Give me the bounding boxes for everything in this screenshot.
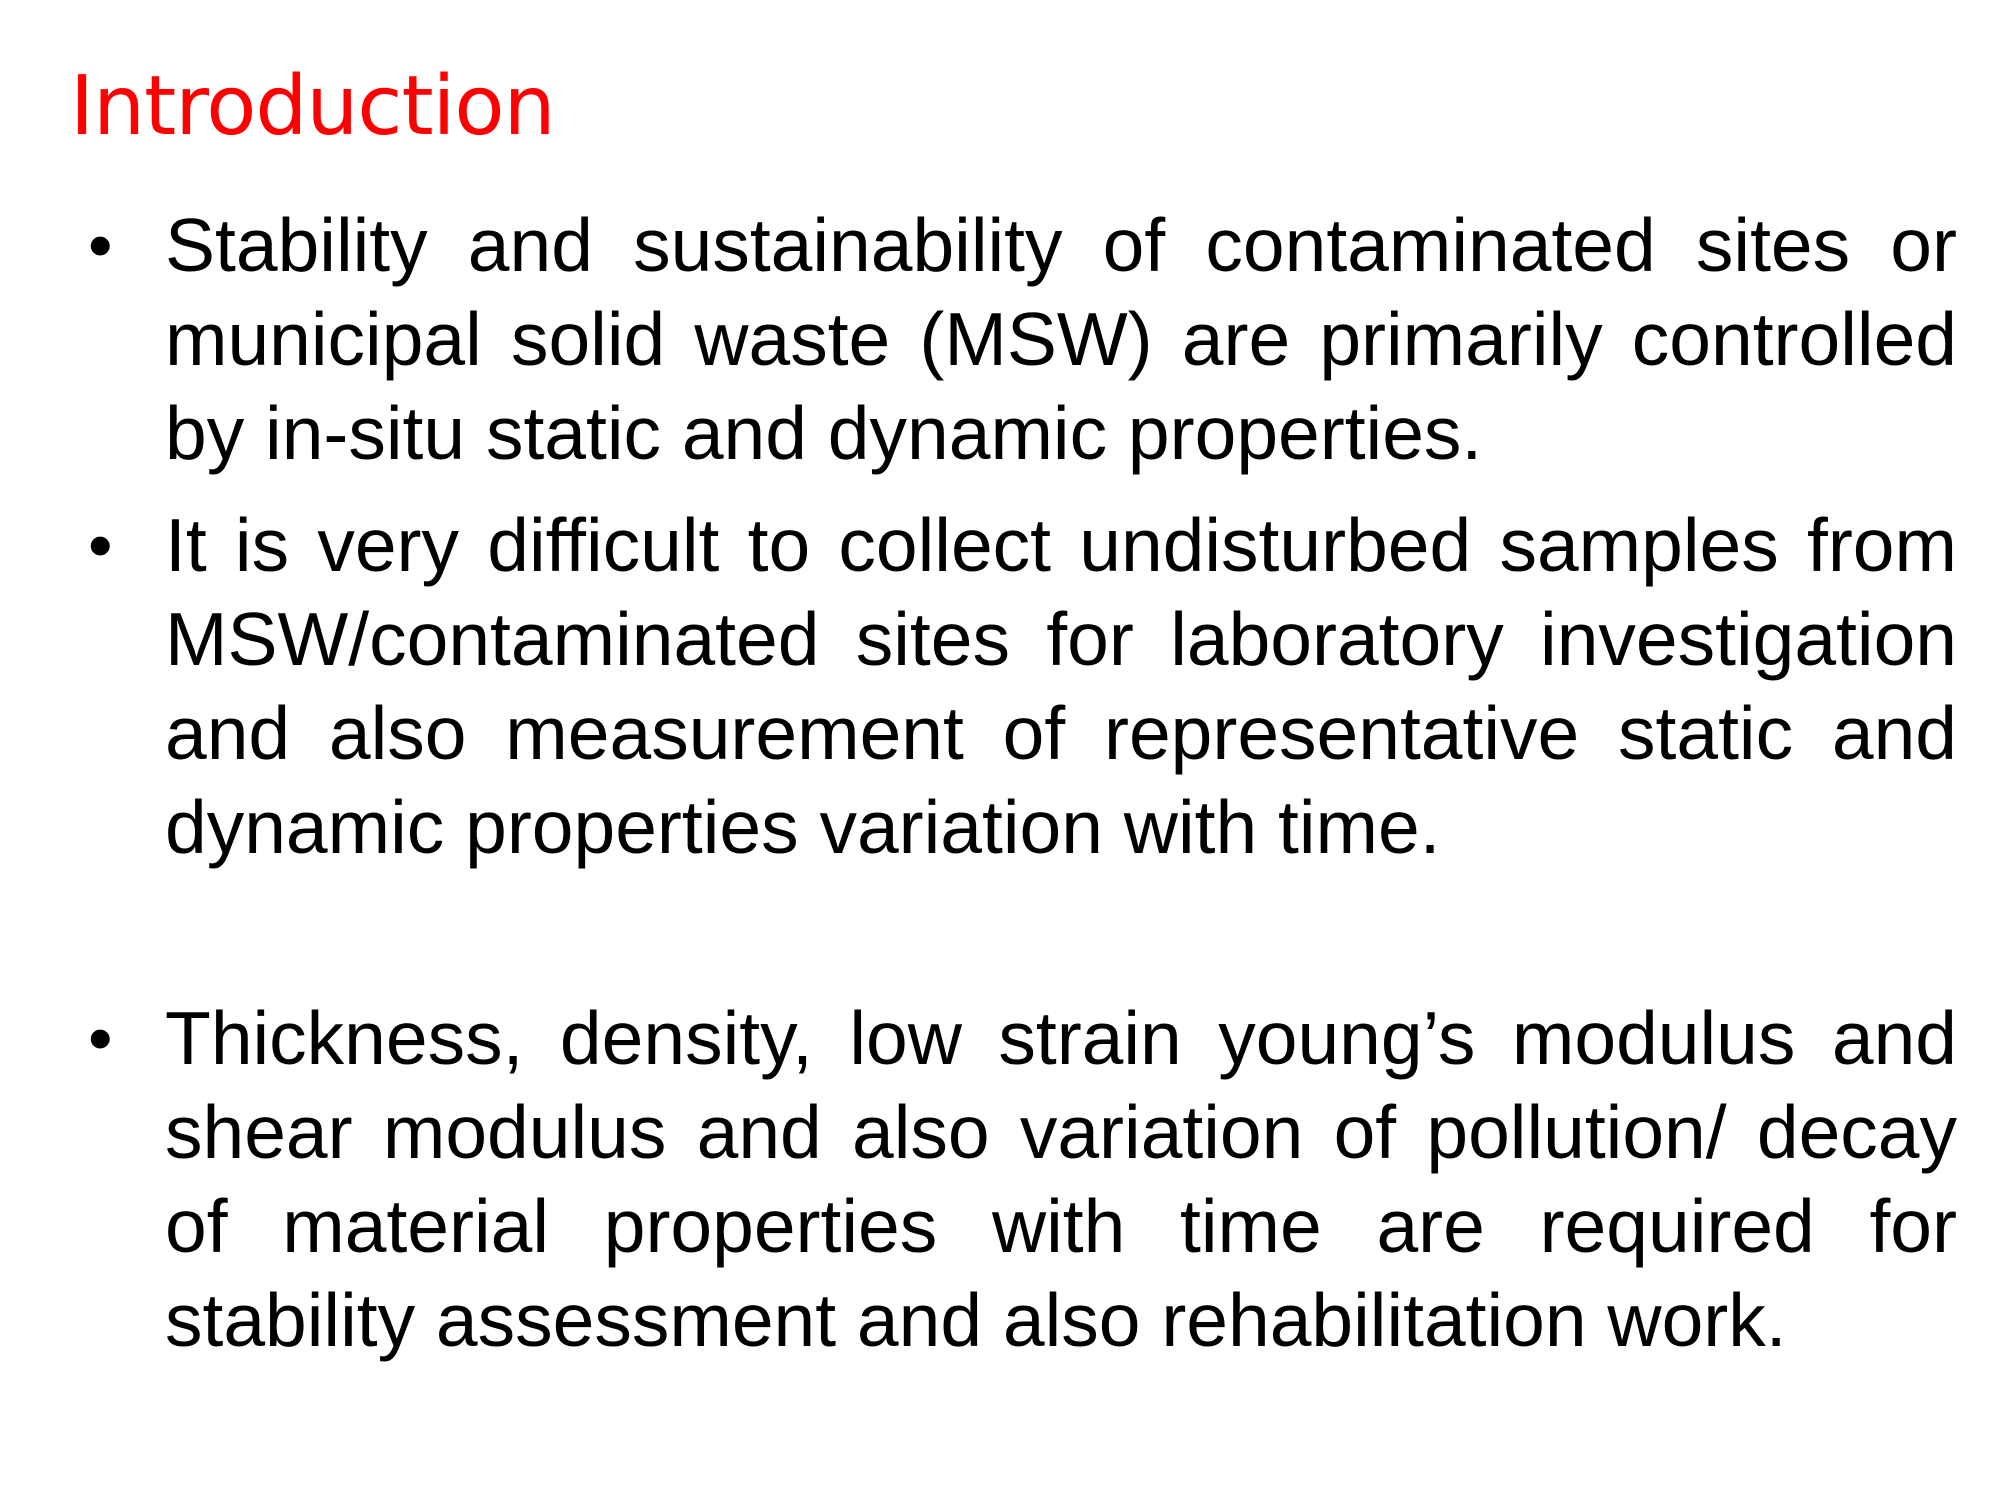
slide-title: Introduction: [70, 59, 555, 154]
bullet-dot-icon: •: [88, 206, 113, 284]
bullet-text: It is very difficult to collect undisturbed samples from MSW/contaminated sites for laboratory investigation and also measurement of representative static and dynamic properties variation with time.: [165, 503, 1957, 869]
bullet-dot-icon: •: [88, 999, 113, 1077]
bullet-dot-icon: •: [88, 506, 113, 584]
bullet-text: Thickness, density, low strain young’s modulus and shear modulus and also variation of pollution/ decay of material properties with time are required for stability assessment and also rehabilitation work.: [165, 996, 1957, 1362]
bullet-text: Stability and sustainability of contaminated sites or municipal solid waste (MSW) are primarily controlled by in-situ static and dynamic properties.: [165, 203, 1957, 475]
